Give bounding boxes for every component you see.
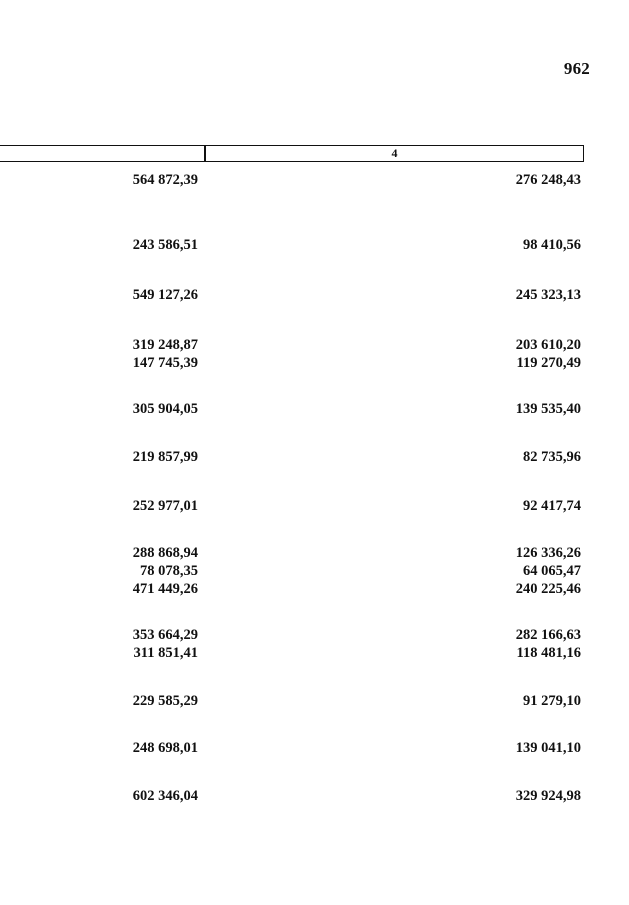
table-row — [0, 644, 629, 662]
cell-column-3: 147 745,39 — [132, 355, 198, 371]
cell-column-3: 243 586,51 — [132, 237, 198, 253]
cell-column-4: 91 279,10 — [523, 693, 581, 709]
cell-column-4: 276 248,43 — [515, 172, 581, 188]
cell-column-4: 245 323,13 — [515, 287, 581, 303]
table-row — [0, 236, 629, 254]
cell-column-3: 564 872,39 — [132, 172, 198, 188]
table-row — [0, 286, 629, 304]
cell-column-3: 353 664,29 — [132, 627, 198, 643]
table-row — [0, 692, 629, 710]
cell-column-3: 219 857,99 — [132, 449, 198, 465]
table-row — [0, 336, 629, 354]
cell-column-4: 203 610,20 — [515, 337, 581, 353]
table-row — [0, 739, 629, 757]
cell-column-3: 288 868,94 — [132, 545, 198, 561]
page-number: 962 — [563, 59, 590, 78]
cell-column-3: 471 449,26 — [132, 581, 198, 597]
cell-column-4: 118 481,16 — [516, 645, 581, 661]
cell-column-3: 229 585,29 — [132, 693, 198, 709]
table-row — [0, 562, 629, 580]
cell-column-3: 311 851,41 — [133, 645, 198, 661]
cell-column-3: 319 248,87 — [132, 337, 198, 353]
cell-column-3: 602 346,04 — [132, 788, 198, 804]
table-row — [0, 497, 629, 515]
cell-column-3: 549 127,26 — [132, 287, 198, 303]
table-row — [0, 400, 629, 418]
cell-column-4: 139 041,10 — [515, 740, 581, 756]
cell-column-4: 139 535,40 — [515, 401, 581, 417]
cell-column-4: 282 166,63 — [515, 627, 581, 643]
table-row — [0, 787, 629, 805]
cell-column-4: 98 410,56 — [523, 237, 581, 253]
table-row — [0, 354, 629, 372]
cell-column-4: 92 417,74 — [523, 498, 581, 514]
cell-column-3: 78 078,35 — [140, 563, 198, 579]
cell-column-3: 252 977,01 — [132, 498, 198, 514]
table-row — [0, 544, 629, 562]
cell-column-3: 305 904,05 — [132, 401, 198, 417]
cell-column-4: 240 225,46 — [515, 581, 581, 597]
table-row — [0, 580, 629, 598]
table-row — [0, 171, 629, 189]
cell-column-4: 82 735,96 — [523, 449, 581, 465]
header-cell-column-4: 4 — [391, 146, 398, 160]
cell-column-3: 248 698,01 — [132, 740, 198, 756]
table-row — [0, 626, 629, 644]
cell-column-4: 119 270,49 — [516, 355, 581, 371]
cell-column-4: 64 065,47 — [523, 563, 581, 579]
cell-column-4: 329 924,98 — [515, 788, 581, 804]
cell-column-4: 126 336,26 — [515, 545, 581, 561]
table-row — [0, 448, 629, 466]
